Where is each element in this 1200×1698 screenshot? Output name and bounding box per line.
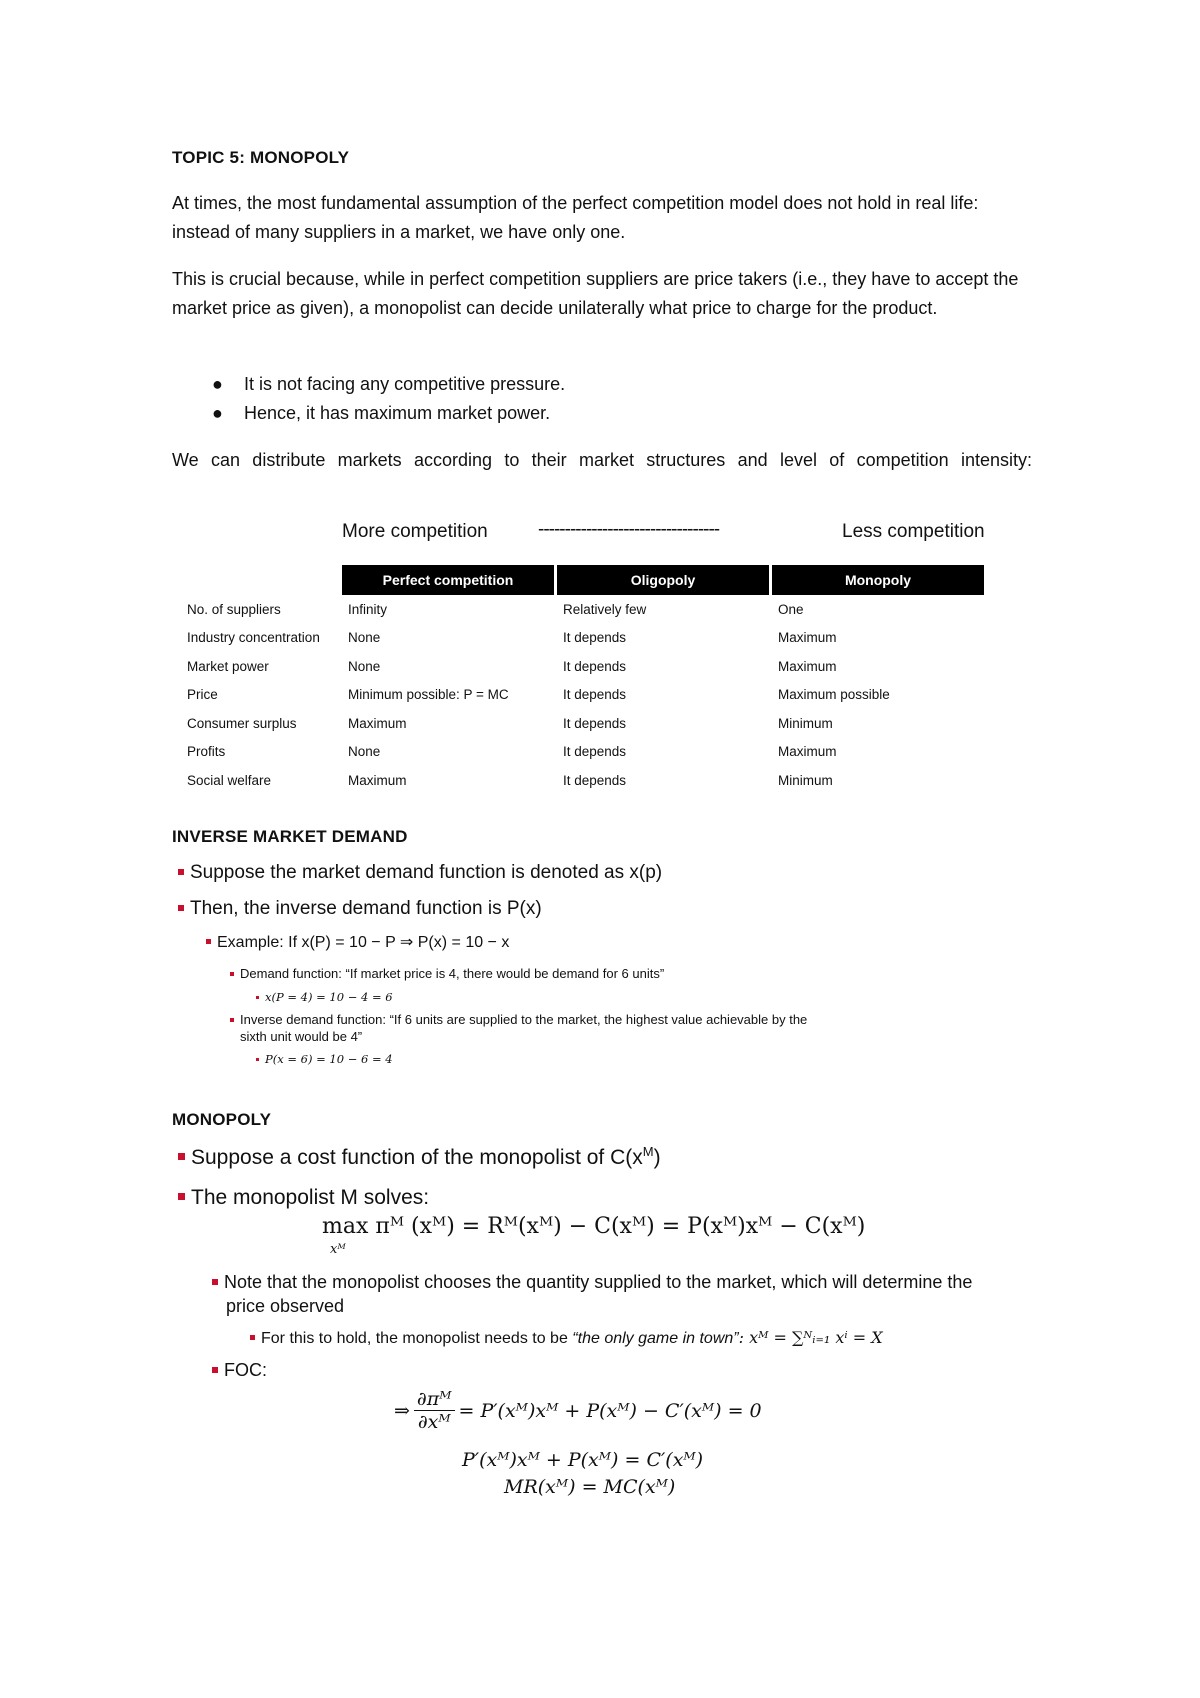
profit-max-equation: max πᴹ (xᴹ) = Rᴹ(xᴹ) − C(xᴹ) = P(xᴹ)xᴹ − C(xᴹ): [322, 1214, 866, 1239]
table-corner: [187, 565, 339, 595]
table-cell: It depends: [563, 744, 627, 760]
section-heading-inverse-demand: INVERSE MARKET DEMAND: [172, 827, 408, 846]
table-row: [187, 738, 984, 767]
table-cell: Infinity: [348, 601, 388, 617]
table-cell: None: [348, 658, 381, 674]
max-subscript: xᴹ: [330, 1242, 346, 1257]
square-bullet-icon: [178, 905, 184, 911]
foc-equation-3: MR(xᴹ) = MC(xᴹ): [504, 1476, 676, 1498]
list-item: Inverse demand function: “If 6 units are supplied to the market, the highest value achievable by the: [230, 1012, 807, 1027]
table-cell: None: [348, 630, 381, 646]
intro-paragraph-3: We can distribute markets according to their market structures and level of competition intensity:: [172, 450, 1032, 470]
table-cell: Maximum: [778, 658, 837, 674]
table-row: [187, 652, 984, 681]
table-cell: Maximum possible: [778, 687, 890, 703]
list-item: Then, the inverse demand function is P(x): [178, 898, 542, 920]
square-bullet-icon: [256, 996, 259, 999]
table-cell: Minimum: [778, 772, 833, 788]
square-bullet-icon: [256, 1058, 259, 1061]
header-monopoly: Monopoly: [772, 565, 984, 595]
table-cell: Maximum: [778, 744, 837, 760]
list-item: Demand function: “If market price is 4, there would be demand for 6 units”: [230, 966, 664, 981]
table-cell: One: [778, 601, 804, 617]
list-item-continued: sixth unit would be 4”: [240, 1029, 363, 1044]
list-item-continued: price observed: [226, 1296, 345, 1316]
table-cell: It depends: [563, 715, 627, 731]
list-item: Suppose a cost function of the monopolist of $C(x^M)$: [178, 1144, 661, 1170]
foc-equation-1: ⇒ $\frac{\text{∂πᴹ}}{\text{∂xᴹ}}$ = P′(xᴹ)xᴹ + P(xᴹ) − C′(xᴹ) = 0: [394, 1388, 762, 1433]
table-cell: Maximum: [348, 772, 407, 788]
list-item: P(x = 6) = 10 − 6 = 4: [256, 1052, 393, 1066]
table-cell: Minimum: [778, 715, 833, 731]
table-row: [187, 681, 984, 710]
market-structure-table: [184, 565, 987, 795]
row-label: No. of suppliers: [187, 601, 281, 617]
row-label: Consumer surplus: [187, 715, 297, 731]
implies-arrow: ⇒: [394, 1399, 410, 1422]
bullet-icon: ●: [212, 374, 223, 394]
table-cell: Maximum: [778, 630, 837, 646]
table-cell: It depends: [563, 658, 627, 674]
intro-paragraph-2: This is crucial because, while in perfect competition suppliers are price takers (i.e., they have to accept the market price as given), a monopolist can decide unilaterally what price to charge for the product.: [172, 269, 1019, 318]
square-bullet-icon: [178, 1193, 185, 1200]
scale-divider: ----------------------------------: [538, 519, 720, 540]
table-cell: It depends: [563, 630, 627, 646]
intro-bullet-list: [172, 370, 565, 428]
row-label: Profits: [187, 744, 226, 760]
list-item: x(P = 4) = 10 − 4 = 6: [256, 990, 393, 1004]
square-bullet-icon: [178, 1153, 185, 1160]
table-row: [187, 595, 984, 624]
partial-derivative-fraction: $\frac{\text{∂πᴹ}}{\text{∂xᴹ}}$: [414, 1388, 455, 1433]
table-cell: Maximum: [348, 715, 407, 731]
row-label: Price: [187, 687, 218, 703]
square-bullet-icon: [230, 972, 234, 976]
table-cell: Minimum possible: P = MC: [348, 687, 509, 703]
scale-left-label: More competition: [342, 521, 488, 542]
header-perfect-competition: Perfect competition: [342, 565, 554, 595]
table-cell: None: [348, 744, 381, 760]
list-item: ● It is not facing any competitive pressure.: [172, 370, 565, 399]
table-cell: It depends: [563, 687, 627, 703]
square-bullet-icon: [250, 1335, 255, 1340]
page-title: TOPIC 5: MONOPOLY: [172, 148, 350, 167]
table-row: [187, 624, 984, 653]
square-bullet-icon: [212, 1279, 218, 1285]
square-bullet-icon: [230, 1018, 234, 1022]
intro-paragraph-1: At times, the most fundamental assumption of the perfect competition model does not hold in real life: instead of many suppliers in a market, we have only one.: [172, 193, 979, 242]
list-item: ● Hence, it has maximum market power.: [172, 399, 565, 428]
list-item: FOC:: [212, 1360, 267, 1381]
list-item: For this to hold, the monopolist needs to be “the only game in town”: xᴹ = ∑ᴺᵢ₌₁ xⁱ = X: [250, 1328, 883, 1348]
table-row: [187, 766, 984, 795]
square-bullet-icon: [212, 1367, 218, 1373]
list-item: The monopolist M solves:: [178, 1186, 429, 1210]
row-label: Market power: [187, 658, 269, 674]
table-cell: It depends: [563, 772, 627, 788]
list-item: Example: If x(P) = 10 − P ⇒ P(x) = 10 − x: [206, 932, 509, 952]
square-bullet-icon: [206, 939, 211, 944]
list-item: Note that the monopolist chooses the quantity supplied to the market, which will determine the: [212, 1272, 972, 1293]
scale-right-label: Less competition: [842, 521, 985, 542]
row-label: Social welfare: [187, 772, 272, 788]
foc-equation-2: P′(xᴹ)xᴹ + P(xᴹ) = C′(xᴹ): [462, 1449, 704, 1471]
square-bullet-icon: [178, 869, 184, 875]
table-row: [187, 709, 984, 738]
header-oligopoly: Oligopoly: [557, 565, 769, 595]
table-header-row: [187, 565, 984, 595]
table-cell: Relatively few: [563, 601, 647, 617]
list-item: Suppose the market demand function is denoted as x(p): [178, 862, 662, 884]
section-heading-monopoly: MONOPOLY: [172, 1110, 272, 1129]
row-label: Industry concentration: [187, 630, 320, 646]
bullet-icon: ●: [212, 403, 223, 423]
